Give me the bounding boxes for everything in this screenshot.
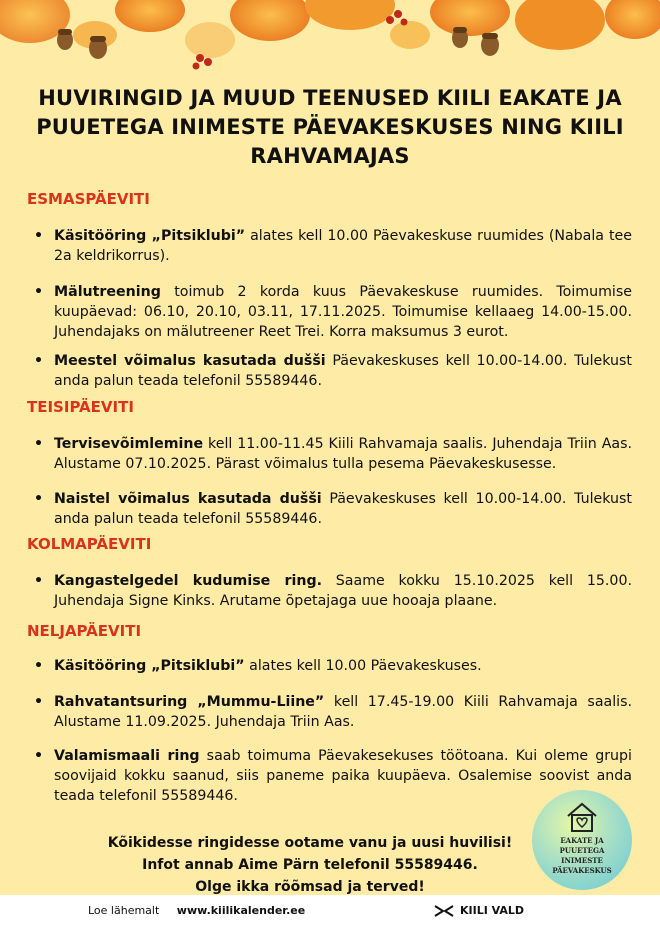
closing-line: Infot annab Aime Pärn telefonil 55589446. [142, 857, 478, 873]
bullet-icon: • [34, 694, 44, 710]
bullet-icon: • [34, 573, 44, 589]
list-item: • Mälutreening toimub 2 korda kuus Päevakeskuse ruumides. Toimumise kuupäevad: 06.10, 20.10, 03.11, 17.11.2025. Toimumise kellaaeg 14.00-15.00. Juhendajaks on mälutreener Reet Trei. Korra maksumus 3 eurot. [34, 284, 632, 340]
day-heading-thursday: NELJAPÄEVITI [27, 622, 142, 640]
day-heading-tuesday: TEISIPÄEVITI [27, 398, 134, 416]
bullet-icon: • [34, 436, 44, 452]
badge-line: EAKATE JA PUUETEGA [559, 836, 605, 855]
bullet-icon: • [34, 491, 44, 507]
autumn-leaves-decoration [0, 0, 660, 80]
list-item: • Naistel võimalus kasutada dušši Päevakeskuses kell 10.00-14.00. Tulekust anda palun teada telefonil 55589446. [34, 491, 632, 527]
bullet-icon: • [34, 658, 44, 674]
page-title: HUVIRINGID JA MUUD TEENUSED KIILI EAKATE JA PUUETEGA INIMESTE PÄEVAKESKUSES NING KIILI RAHVAMAJAS [36, 86, 624, 168]
closing-line: Kõikidesse ringidesse ootame vanu ja uusi huvilisi! [107, 835, 513, 851]
closing-message [60, 832, 560, 898]
list-item: • Kangastelgedel kudumise ring. Saame kokku 15.10.2025 kell 15.00. Juhendaja Signe Kinks. Arutame õpetajaga uue hooaja plaane. [34, 573, 632, 609]
bullet-icon: • [34, 353, 44, 369]
badge-line: PÄEVAKESKUS [552, 866, 612, 875]
day-heading-monday: ESMASPÄEVITI [27, 190, 150, 208]
bullet-icon: • [34, 748, 44, 764]
kiili-vald-logo: KIILI VALD [434, 904, 524, 917]
badge-line: INIMESTE [561, 856, 603, 865]
house-heart-icon [564, 800, 600, 834]
list-item: • Valamismaali ring saab toimuma Päevakesekuses töötoana. Kui oleme grupi soovijaid kokku saanud, siis paneme paika kuupäeva. Osalemise soovist anda teada telefonil 55589446. [34, 748, 632, 804]
bullet-icon: • [34, 228, 44, 244]
list-item: • Käsitööring „Pitsiklubi” alates kell 10.00 Päevakeskuse ruumides (Nabala tee 2a keldrikorrus). [34, 228, 633, 264]
website-link[interactable]: www.kiilikalender.ee [176, 904, 306, 917]
kiili-vald-icon [434, 905, 454, 917]
bullet-icon: • [34, 284, 44, 300]
closing-line: Olge ikka rõõmsad ja terved! [195, 879, 425, 895]
footer-read-more: Loe lähemalt www.kiilikalender.ee [88, 904, 306, 917]
day-center-logo [532, 790, 632, 890]
day-heading-wednesday: KOLMAPÄEVITI [27, 535, 152, 553]
list-item: • Käsitööring „Pitsiklubi” alates kell 10.00 Päevakeskuses. [34, 658, 482, 674]
list-item: • Tervisevõimlemine kell 11.00-11.45 Kiili Rahvamaja saalis. Juhendaja Triin Aas. Alustame 07.10.2025. Pärast võimalus tulla pesema Päevakeskusesse. [34, 436, 632, 472]
list-item: • Meestel võimalus kasutada dušši Päevakeskuses kell 10.00-14.00. Tulekust anda palun teada telefonil 55589446. [34, 353, 632, 389]
list-item: • Rahvatantsuring „Mummu-Liine” kell 17.45-19.00 Kiili Rahvamaja saalis. Alustame 11.09.2025. Juhendaja Triin Aas. [34, 694, 632, 730]
